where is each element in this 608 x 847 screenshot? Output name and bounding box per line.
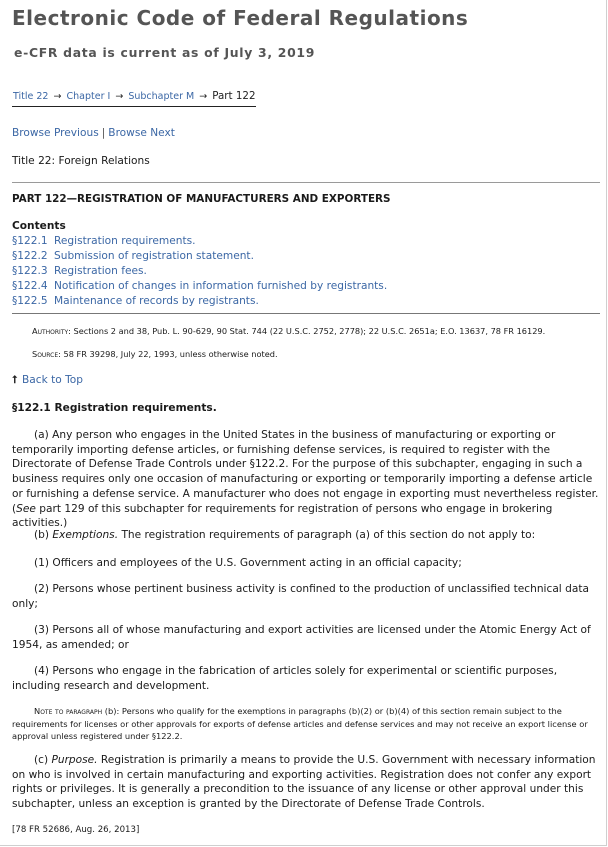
- toc-item-122-3[interactable]: [12, 265, 387, 280]
- paragraph-a: [12, 428, 600, 531]
- paragraph-c-text: Registration is primarily a means to provide the U.S. Government with necessary information on who is involved in certain manufacturing and exporting activities. Registration does not confer any export rights or privileges. It is generally a precondition to the issuance of any license or other approval under this subchapter, unless an exception is granted by the Directorate of Defense Trade Controls.: [12, 754, 596, 811]
- breadcrumb-chapter-i[interactable]: Chapter I: [66, 91, 111, 102]
- source-citation: [78 FR 52686, Aug. 26, 2013]: [12, 825, 140, 835]
- divider: [12, 313, 600, 314]
- browse-separator: |: [101, 127, 106, 139]
- toc-section-title: Maintenance of records by registrants.: [54, 295, 259, 307]
- toc-section-number: §122.5: [12, 295, 48, 307]
- paragraph-b1-text: (1) Officers and employees of the U.S. Government acting in an official capacity;: [34, 557, 462, 569]
- breadcrumb-title-22[interactable]: Title 22: [13, 91, 49, 102]
- toc-section-number: §122.2: [12, 250, 48, 262]
- browse-previous-link[interactable]: Browse Previous: [12, 127, 99, 139]
- source-text: 58 FR 39298, July 22, 1993, unless otherwise noted.: [60, 349, 278, 359]
- paragraph-a-text: (a) Any person who engages in the United States in the business of manufacturing or exporting or temporarily importing defense articles, or furnishing defense services, is required to register with the Directorate of Defense Trade Controls under §122.2. For the purpose of this subchapter, engaging in such a business requires only one occasion of manufacturing or exporting or temporarily importing a defense article or furnishing a defense service. A manufacturer who does not engage in exporting must nevertheless register. (: [12, 429, 599, 515]
- toc-section-number: §122.1: [12, 235, 48, 247]
- authority-label: Authority:: [32, 326, 71, 336]
- browse-nav: [12, 127, 175, 139]
- divider: [12, 182, 600, 183]
- note-to-paragraph-b: [12, 705, 600, 743]
- source-label: Source:: [32, 349, 61, 359]
- paragraph-b: [12, 528, 600, 543]
- breadcrumb-arrow-icon: →: [53, 91, 62, 102]
- part-heading: PART 122—REGISTRATION OF MANUFACTURERS AND EXPORTERS: [12, 193, 391, 205]
- section-heading: §122.1 Registration requirements.: [12, 402, 217, 414]
- up-arrow-icon: ⭡: [12, 374, 17, 386]
- toc-section-number: §122.4: [12, 280, 48, 292]
- note-label: Note to paragraph: [34, 706, 103, 716]
- data-currency-notice: e-CFR data is current as of July 3, 2019: [14, 45, 316, 60]
- source-note: [32, 349, 278, 359]
- toc-section-title: Submission of registration statement.: [54, 250, 254, 262]
- breadcrumb-arrow-icon: →: [199, 91, 208, 102]
- breadcrumb: [12, 90, 256, 107]
- paragraph-b2-text: (2) Persons whose pertinent business activity is confined to the production of unclassified technical data only;: [12, 583, 589, 610]
- breadcrumb-arrow-icon: →: [115, 91, 124, 102]
- browse-next-link[interactable]: Browse Next: [108, 127, 175, 139]
- paragraph-b1: [12, 556, 600, 571]
- paragraph-c: [12, 753, 600, 812]
- toc-item-122-4[interactable]: [12, 280, 387, 295]
- paragraph-b-text: The registration requirements of paragraph (a) of this section do not apply to:: [118, 529, 536, 541]
- breadcrumb-current-part: Part 122: [212, 90, 256, 102]
- paragraph-b2: [12, 582, 600, 611]
- paragraph-b3-text: (3) Persons all of whose manufacturing and export activities are licensed under the Atomic Energy Act of 1954, as amended; or: [12, 624, 591, 651]
- paragraph-a-see: See: [16, 502, 36, 515]
- paragraph-a-end: part 129 of this subchapter for requirements for registration of persons who engage in brokering activities.): [12, 502, 553, 530]
- toc-item-122-2[interactable]: [12, 250, 387, 265]
- paragraph-b4-text: (4) Persons who engage in the fabrication of articles solely for experimental or scientific purposes, including research and development.: [12, 665, 558, 692]
- contents-label: Contents: [12, 220, 66, 232]
- title-line: Title 22: Foreign Relations: [12, 155, 150, 167]
- toc-section-title: Registration fees.: [54, 265, 147, 277]
- back-to-top-label: Back to Top: [21, 374, 83, 386]
- authority-text: Sections 2 and 38, Pub. L. 90-629, 90 Stat. 744 (22 U.S.C. 2752, 2778); 22 U.S.C. 2651a; E.O. 13637, 78 FR 16129.: [70, 326, 546, 336]
- authority-note: [32, 326, 545, 336]
- paragraph-b-heading: Exemptions.: [52, 529, 119, 541]
- toc-section-title: Registration requirements.: [54, 235, 196, 247]
- paragraph-c-heading: Purpose.: [51, 754, 98, 766]
- paragraph-b4: [12, 664, 600, 693]
- paragraph-c-label: (c): [34, 754, 52, 766]
- toc-item-122-1[interactable]: [12, 235, 387, 250]
- toc-section-number: §122.3: [12, 265, 48, 277]
- back-to-top-link[interactable]: [12, 374, 83, 387]
- site-title: Electronic Code of Federal Regulations: [12, 6, 469, 30]
- breadcrumb-subchapter-m[interactable]: Subchapter M: [128, 91, 195, 102]
- toc-section-title: Notification of changes in information furnished by registrants.: [54, 280, 388, 292]
- toc-item-122-5[interactable]: [12, 295, 387, 310]
- paragraph-b-label: (b): [34, 529, 53, 541]
- paragraph-b3: [12, 623, 600, 652]
- table-of-contents: [12, 220, 387, 310]
- note-text: (b): Persons who qualify for the exemptions in paragraphs (b)(2) or (b)(4) of this section remain subject to the requirements for licenses or other approvals for exports of defense articles and defense services and may not receive an export license or approval unless registered under §122.2.: [12, 706, 588, 741]
